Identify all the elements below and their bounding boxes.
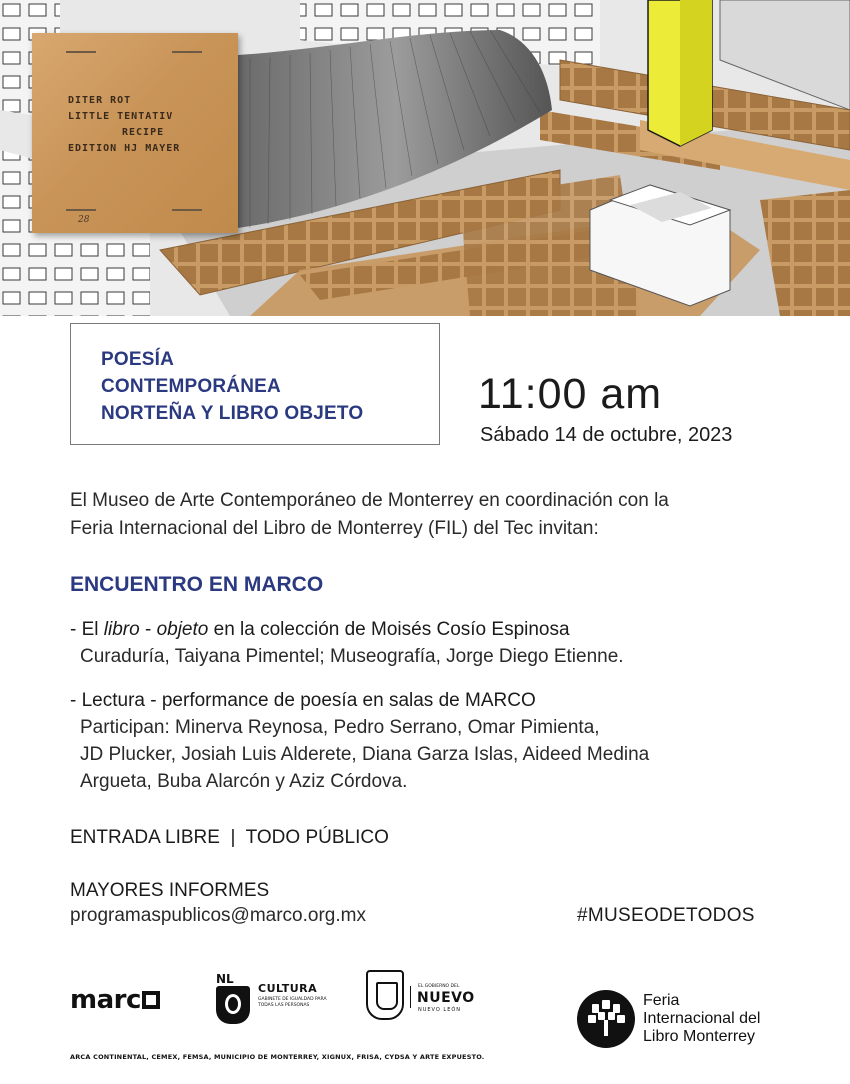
fil-monterrey-logo bbox=[577, 988, 827, 1050]
hashtag: #MUSEODETODOS bbox=[577, 905, 755, 926]
more-info-label: MAYORES INFORMES bbox=[70, 880, 270, 901]
program-item-title: - El libro - objeto en la colección de Moisés Cosío Espinosa bbox=[70, 619, 570, 640]
book-page-number: 28 bbox=[78, 215, 90, 225]
hero-image bbox=[0, 0, 850, 316]
cultura-shield-icon bbox=[216, 986, 250, 1024]
fil-name: Feria Internacional del Libro Monterrey bbox=[643, 992, 761, 1045]
sponsors-line: ARCA CONTINENTAL, CEMEX, FEMSA, MUNICIPIO DE MONTERREY, XIGNUX, FRISA, CYDSA Y ARTE EXPUESTO. bbox=[70, 1053, 485, 1061]
cultura-logo bbox=[216, 972, 336, 1028]
program-item-credits: Curaduría, Taiyana Pimentel; Museografía, Jorge Diego Etienne. bbox=[80, 646, 624, 667]
program-item-participants: Argueta, Buba Alarcón y Aziz Córdova. bbox=[80, 771, 408, 792]
cultura-nl-mark: NL bbox=[216, 972, 234, 986]
intro-line: Feria Internacional del Libro de Monterrey (FIL) del Tec invitan: bbox=[70, 518, 599, 539]
state-crest-icon bbox=[366, 970, 404, 1020]
event-title-line: CONTEMPORÁNEA bbox=[101, 376, 281, 397]
event-date: Sábado 14 de octubre, 2023 bbox=[480, 424, 733, 446]
gobierno-nuevo-leon-logo bbox=[366, 970, 486, 1026]
program-item-participants: Participan: Minerva Reynosa, Pedro Serrano, Omar Pimienta, bbox=[80, 717, 600, 738]
contact-email-link[interactable]: programaspublicos@marco.org.mx bbox=[70, 905, 366, 926]
program-item-lectura bbox=[70, 687, 649, 795]
intro-line: El Museo de Arte Contemporáneo de Monterrey en coordinación con la bbox=[70, 490, 669, 511]
logo-divider bbox=[410, 986, 411, 1008]
nuevo-label: NUEVO bbox=[417, 990, 475, 1006]
admission-info: ENTRADA LIBRE | TODO PÚBLICO bbox=[70, 827, 389, 848]
program-item-title: - Lectura - performance de poesía en salas de MARCO bbox=[70, 690, 536, 711]
event-time: 11:00 am bbox=[478, 370, 663, 418]
event-title-box bbox=[70, 323, 440, 445]
event-title-line: NORTEÑA Y LIBRO OBJETO bbox=[101, 403, 364, 424]
book-cover-text: DITER ROT LITTLE TENTATIV RECIPE EDITION HJ MAYER bbox=[68, 95, 181, 154]
cultura-name: CULTURA bbox=[258, 982, 318, 995]
state-label: NUEVO LEÓN bbox=[418, 1007, 462, 1013]
event-heading: ENCUENTRO EN MARCO bbox=[70, 573, 324, 596]
marco-logo: marc bbox=[70, 985, 160, 1015]
intro-paragraph bbox=[70, 487, 830, 543]
gobierno-label: EL GOBIERNO DEL bbox=[418, 984, 460, 989]
event-title-line: POESÍA bbox=[101, 349, 174, 370]
program-item-libro-objeto bbox=[70, 616, 624, 670]
book-cover bbox=[32, 33, 238, 233]
cultura-tagline: GABINETE DE IGUALDAD PARA TODAS LAS PERSONAS bbox=[258, 997, 327, 1008]
program-item-participants: JD Plucker, Josiah Luis Alderete, Diana Garza Islas, Aideed Medina bbox=[80, 744, 650, 765]
fil-tree-icon bbox=[577, 990, 635, 1048]
